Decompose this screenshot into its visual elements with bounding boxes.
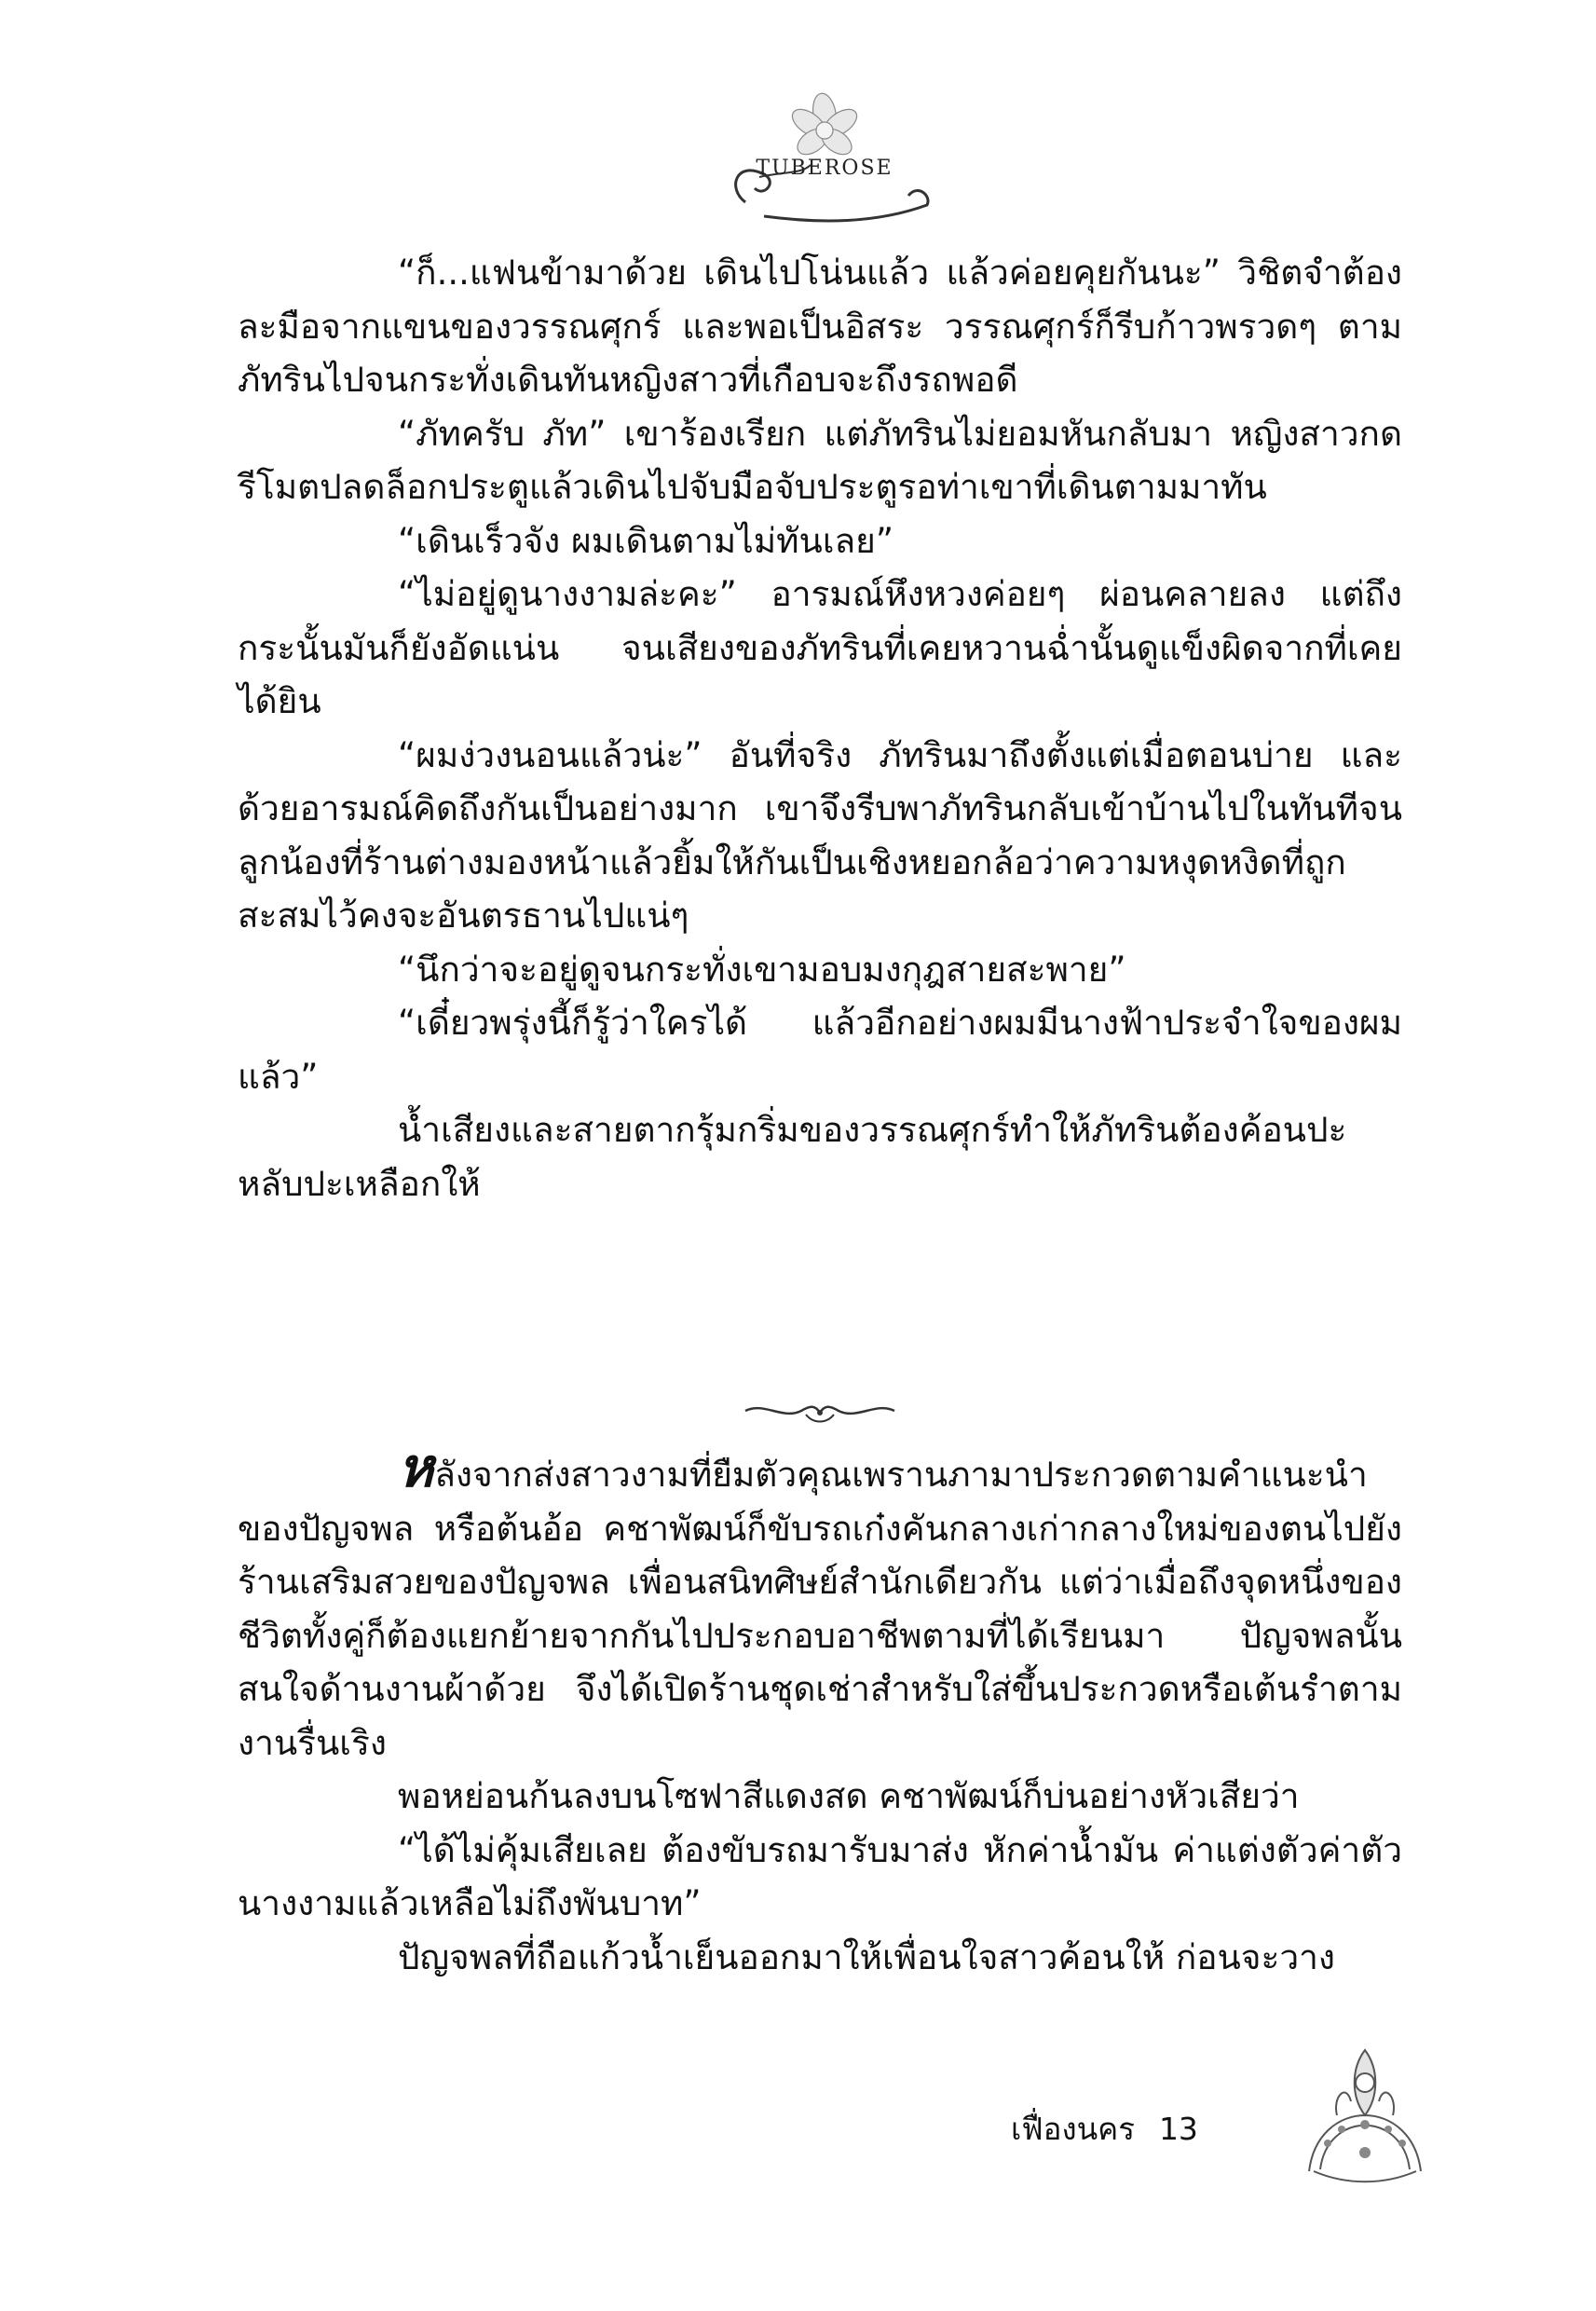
ornamental-divider-icon [741, 1392, 899, 1429]
paragraph: “เดินเร็วจัง ผมเดินตามไม่ทันเลย” [398, 520, 894, 561]
page-number: 13 [1158, 2111, 1198, 2147]
page-footer [1011, 2104, 1198, 2154]
paragraph: “เดี๋ยวพรุ่งนี้ก็รู้ว่าใครได้ แล้วอีกอย่างผมมีนางฟ้าประจำใจของผมแล้ว” [238, 1003, 1402, 1097]
tuberose-flower-logo-icon [708, 86, 932, 226]
paragraph: “ภัทครับ ภัท” เขาร้องเรียก แต่ภัทรินไม่ยอมหันกลับมา หญิงสาวกดรีโมตปลดล็อกประตูแล้วเดินไปจับมือจับประตูรอท่าเขาที่เดินตามมาทัน [238, 413, 1402, 507]
paragraph: “ผมง่วงนอนแล้วน่ะ” อันที่จริง ภัทรินมาถึงตั้งแต่เมื่อตอนบ่าย และด้วยอารมณ์คิดถึงกันเป็นอย่างมาก เขาจึงรีบพาภัทรินกลับเข้าบ้านไปในทันทีจนลูกน้องที่ร้านต่างมองหน้าแล้วยิ้มให้กันเป็นเชิงหยอกล้อว่าความหงุดหงิดที่ถูกสะสมไว้คงจะอันตรธานไปแน่ๆ [238, 734, 1402, 936]
paragraph-with-dropcap [238, 1436, 1402, 1770]
dropcap: ห [398, 1436, 435, 1499]
paragraph: “ได้ไม่คุ้มเสียเลย ต้องขับรถมารับมาส่ง หักค่าน้ำมัน ค่าแต่งตัวค่าตัวนางงามแล้วเหลือไม่ถึงพันบาท” [238, 1829, 1402, 1923]
paragraph: “ก็...แฟนข้ามาด้วย เดินไปโน่นแล้ว แล้วค่อยคุยกันนะ” วิชิตจำต้องละมือจากแขนของวรรณศุกร์ และพอเป็นอิสระ วรรณศุกร์ก็รีบก้าวพรวดๆ ตามภัทรินไปจนกระทั่งเดินทันหญิงสาวที่เกือบจะถึงรถพอดี [238, 253, 1402, 400]
section-1-text [238, 246, 1402, 1210]
paragraph: พอหย่อนก้นลงบนโซฟาสีแดงสด คชาพัฒน์ก็บ่นอย่างหัวเสียว่า [398, 1776, 1300, 1816]
tiara-icon [1300, 2031, 1430, 2190]
book-title: เฟื่องนคร [1011, 2111, 1135, 2147]
paragraph-rest: ลังจากส่งสาวงามที่ยืมตัวคุณเพรานภามาประกวดตามคำแนะนำของปัญจพล หรือต้นอ้อ คชาพัฒน์ก็ขับรถเก๋งคันกลางเก่ากลางใหม่ของตนไปยังร้านเสริมสวยของปัญจพล เพื่อนสนิทศิษย์สำนักเดียวกัน แต่ว่าเมื่อถึงจุดหนึ่งของชีวิตทั้งคู่ก็ต้องแยกย้ายจากกันไปประกอบอาชีพตามที่ได้เรียนมา ปัญจพลนั้นสนใจด้านงานผ้าด้วย จึงได้เปิดร้านชุดเช่าสำหรับใส่ขึ้นประกวดหรือเต้นรำตามงานรื่นเริง [238, 1455, 1402, 1763]
paragraph: น้ำเสียงและสายตากรุ้มกริ่มของวรรณศุกร์ทำให้ภัทรินต้องค้อนปะหลับปะเหลือกให้ [238, 1110, 1347, 1204]
paragraph: ปัญจพลที่ถือแก้วน้ำเย็นออกมาให้เพื่อนใจสาวค้อนให้ ก่อนจะวาง [398, 1936, 1335, 1977]
section-2-text [238, 1436, 1402, 1984]
logo-wordmark: TUBEROSE [756, 157, 893, 180]
paragraph: “นึกว่าจะอยู่ดูจนกระทั่งเขามอบมงกุฎสายสะพาย” [398, 949, 1126, 990]
paragraph: “ไม่อยู่ดูนางงามล่ะคะ” อารมณ์หึงหวงค่อยๆ ผ่อนคลายลง แต่ถึงกระนั้นมันก็ยังอัดแน่น จนเสียงของภัทรินที่เคยหวานฉ่ำนั้นดูแข็งผิดจากที่เคยได้ยิน [238, 574, 1402, 721]
